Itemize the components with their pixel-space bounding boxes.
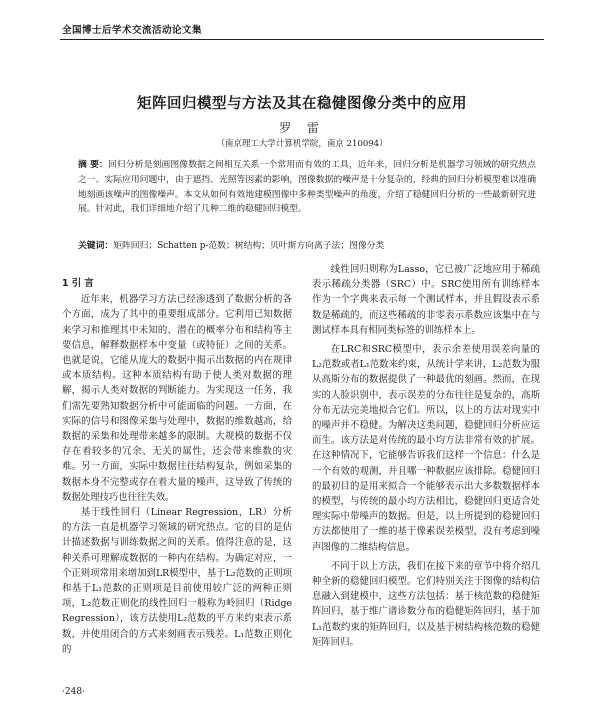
- page-number: ·248·: [62, 687, 85, 697]
- abstract-label: 摘 要：: [78, 160, 108, 170]
- abstract-text: 回归分析是刻画图像数据之间相互关系一个常用而有效的工具，近年来，回归分析是机器学习领域的研究热点之一。实际应用问题中，由于遮挡、光照等因素的影响，图像数据的噪声是十分复杂的，经典的回归分析模型难以准确地刻画该噪声的图像噪声。本文从如何有效地建模图像中多种类型噪声的角度，介绍了稳健回归分析的一些最新研究进展。针对此，我们详细地介绍了几种二维的稳健回归模型。: [78, 160, 536, 215]
- left-column: [62, 276, 292, 657]
- keywords: [78, 239, 536, 253]
- abstract: [78, 158, 536, 217]
- right-column: [312, 262, 540, 650]
- paper-title: 矩阵回归模型与方法及其在稳健图像分类中的应用: [137, 96, 467, 112]
- header-rule: [60, 39, 544, 40]
- keywords-label: 关键词：: [78, 241, 114, 251]
- section-heading: 1 引 言: [62, 278, 94, 289]
- body-paragraph: 线性回归则称为Lasso，它已被广泛地应用于稀疏表示稀疏分类器（SRC）中。SRC使用所有训练样本作为一个字典来表示每一个测试样本，并且假设表示系数是稀疏的，而这些稀疏的非零表示系数应该集中在与测试样本具有相同类标签的训练样本上。: [312, 264, 540, 336]
- body-paragraph: 在LRC和SRC模型中，表示余差使用误差向量的L₂范数或者L₁范数来约束，从统计学来讲，L₂范数为服从高斯分布的数据提供了一种最优的刻画。然而，在现实的人脸识别中，表示误差的分布往往是复杂的，高斯分布无法完美地拟合它们。所以，以上的方法对现实中的噪声并不稳健。为解决这类问题，稳健回归分析应运而生。该方法是对传统的最小均方法非常有效的扩展。在这种情况下，它能够告诉我们这样一个信息：什么是一个有效的观测，并且哪一种数据应该排除。稳健回归的最初目的是用来拟合一个能够表示出大多数数据样本的模型，与传统的最小均方法相比，稳健回归更适合处理实际中带噪声的数据。但是，以上所提到的稳健回归方法都使用了一维的基于像素误差模型，没有考虑到噪声图像的二维结构信息。: [312, 344, 540, 553]
- keywords-text: 矩阵回归；Schatten p-范数；树结构；贝叶斯方向离子法；图像分类: [113, 241, 385, 251]
- body-paragraph: 近年来，机器学习方法已经渗透到了数据分析的各个方面，成为了其中的重要组成部分。它利用已知数据来学习和推理其中未知的、潜在的概率分布和结构等主要信息，解释数据样本中变量（或特征）之间的关系。也就是说，它能从庞大的数据中揭示出数据的内在规律或本质结构。这种本质结构有助于使人类对数据的理解，揭示人类对数据的判断能力。为实现这一任务，我们需先要熟知数据分析中可能面临的问题。一方面，在实际的信号和图像采集与处理中，数据的维数越高，给数据的采集和处理带来越多的限制。大规模的数据不仅存在着较多的冗余、无关的属性，还会带来维数的灾难。另一方面，实际中数据往往结构复杂，例如采集的数据本身不完整或存在着大量的噪声，这导致了传统的数据处理技巧也往往失效。: [62, 294, 292, 503]
- body-paragraph: 基于线性回归（Linear Regression，LR）分析的方法一直是机器学习领域的研究热点。它的目的是估计描述数据与训练数据之间的关系。值得注意的是，这种关系可理解成数据的一种内在结构。为确定对应，一个正则项常用来增加到LR模型中，基于L₂范数的正则项和基于L₁范数的正则项是目前使用较广泛的两种正则项，L₂范数正则化的线性回归一般称为岭回归（Ridge Regression），该方法使用L₂范数的平方来约束表示系数，并使用闭合的方式来刻画表示残差。L₁范数正则化的: [62, 507, 292, 655]
- paper-author: 罗 雷: [279, 121, 325, 135]
- paper-affiliation: （南京理工大学计算机学院，南京 210094）: [216, 139, 388, 149]
- running-header: 全国博士后学术交流活动论文集: [62, 25, 203, 36]
- body-paragraph: 不同于以上方法，我们在接下来的章节中将介绍几种全新的稳健回归模型。它们特别关注于图像的结构信息融入到建模中，这些方法包括：基于核范数的稳健矩阵回归，基于维广谱诊数分布的稳健矩阵回归，基于加L₁范数约束的矩阵回归，以及基于树结构核范数的稳健矩阵回归。: [312, 560, 540, 648]
